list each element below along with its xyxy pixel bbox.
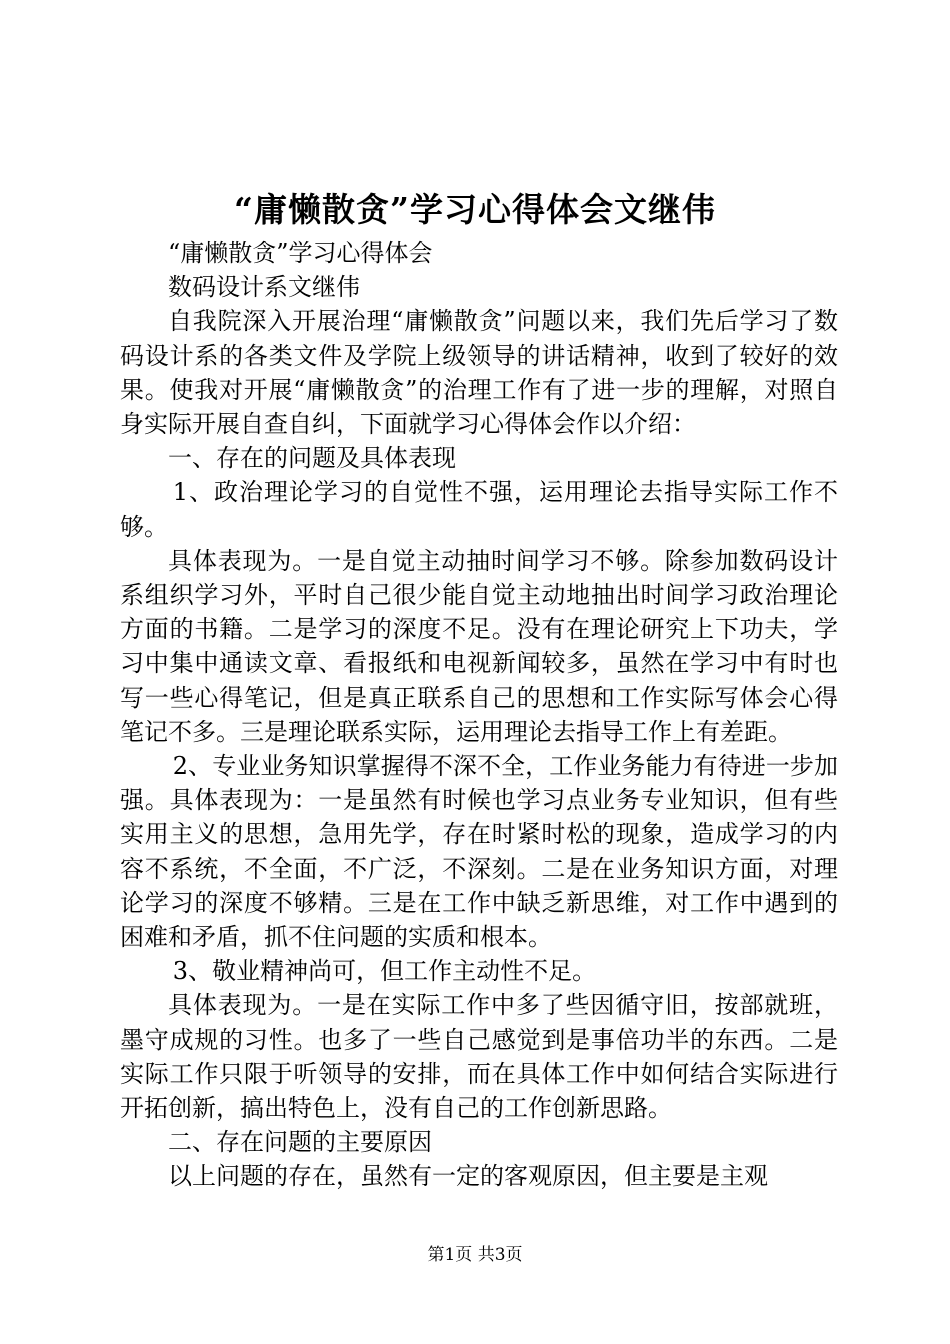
author-line: 数码设计系文继伟 (168, 273, 360, 302)
section-heading-problems: 一、存在的问题及具体表现 (168, 444, 456, 473)
section-heading-causes: 二、存在问题的主要原因 (168, 1128, 432, 1157)
body-paragraph-intro: 自我院深入开展治理“庸懒散贪”问题以来，我们先后学习了数码设计系的各类文件及学院上级领导的讲话精神，收到了较好的效果。使我对开展“庸懒散贪”的治理工作有了进一步的理解，对照自身实际开展自查自纠，下面就学习心得体会作以介绍： (120, 307, 838, 439)
page-number-footer: 第1页 共3页 (427, 1245, 523, 1265)
item-heading-1: 1、政治理论学习的自觉性不强，运用理论去指导实际工作不够。 (120, 478, 838, 541)
item-heading-3: 3、敬业精神尚可，但工作主动性不足。 (172, 957, 597, 986)
body-paragraph-item-1: 具体表现为。一是自觉主动抽时间学习不够。除参加数码设计系组织学习外，平时自己很少能自觉主动地抽出时间学习政治理论方面的书籍。二是学习的深度不足。没有在理论研究上下功夫，学习中集中通读文章、看报纸和电视新闻较多，虽然在学习中有时也写一些心得笔记，但是真正联系自己的思想和工作实际写体会心得笔记不多。三是理论联系实际，运用理论去指导工作上有差距。 (120, 546, 838, 746)
body-paragraph-item-3: 具体表现为。一是在实际工作中多了些因循守旧，按部就班，墨守成规的习性。也多了一些自己感觉到是事倍功半的东西。二是实际工作只限于听领导的安排，而在具体工作中如何结合实际进行开拓创新，搞出特色上，没有自己的工作创新思路。 (120, 991, 838, 1123)
body-paragraph-item-2: 2、专业业务知识掌握得不深不全，工作业务能力有待进一步加强。具体表现为：一是虽然有时候也学习点业务专业知识，但有些实用主义的思想，急用先学，存在时紧时松的现象，造成学习的内容不系统，不全面，不广泛，不深刻。二是在业务知识方面，对理论学习的深度不够精。三是在工作中缺乏新思维，对工作中遇到的困难和矛盾，抓不住问题的实质和根本。 (120, 752, 838, 952)
subtitle-heading: “庸懒散贪”学习心得体会 (168, 239, 433, 267)
document-body (120, 236, 838, 1194)
body-paragraph-causes: 以上问题的存在，虽然有一定的客观原因，但主要是主观 (168, 1162, 768, 1191)
document-title: “庸懒散贪”学习心得体会文继伟 (234, 190, 716, 229)
